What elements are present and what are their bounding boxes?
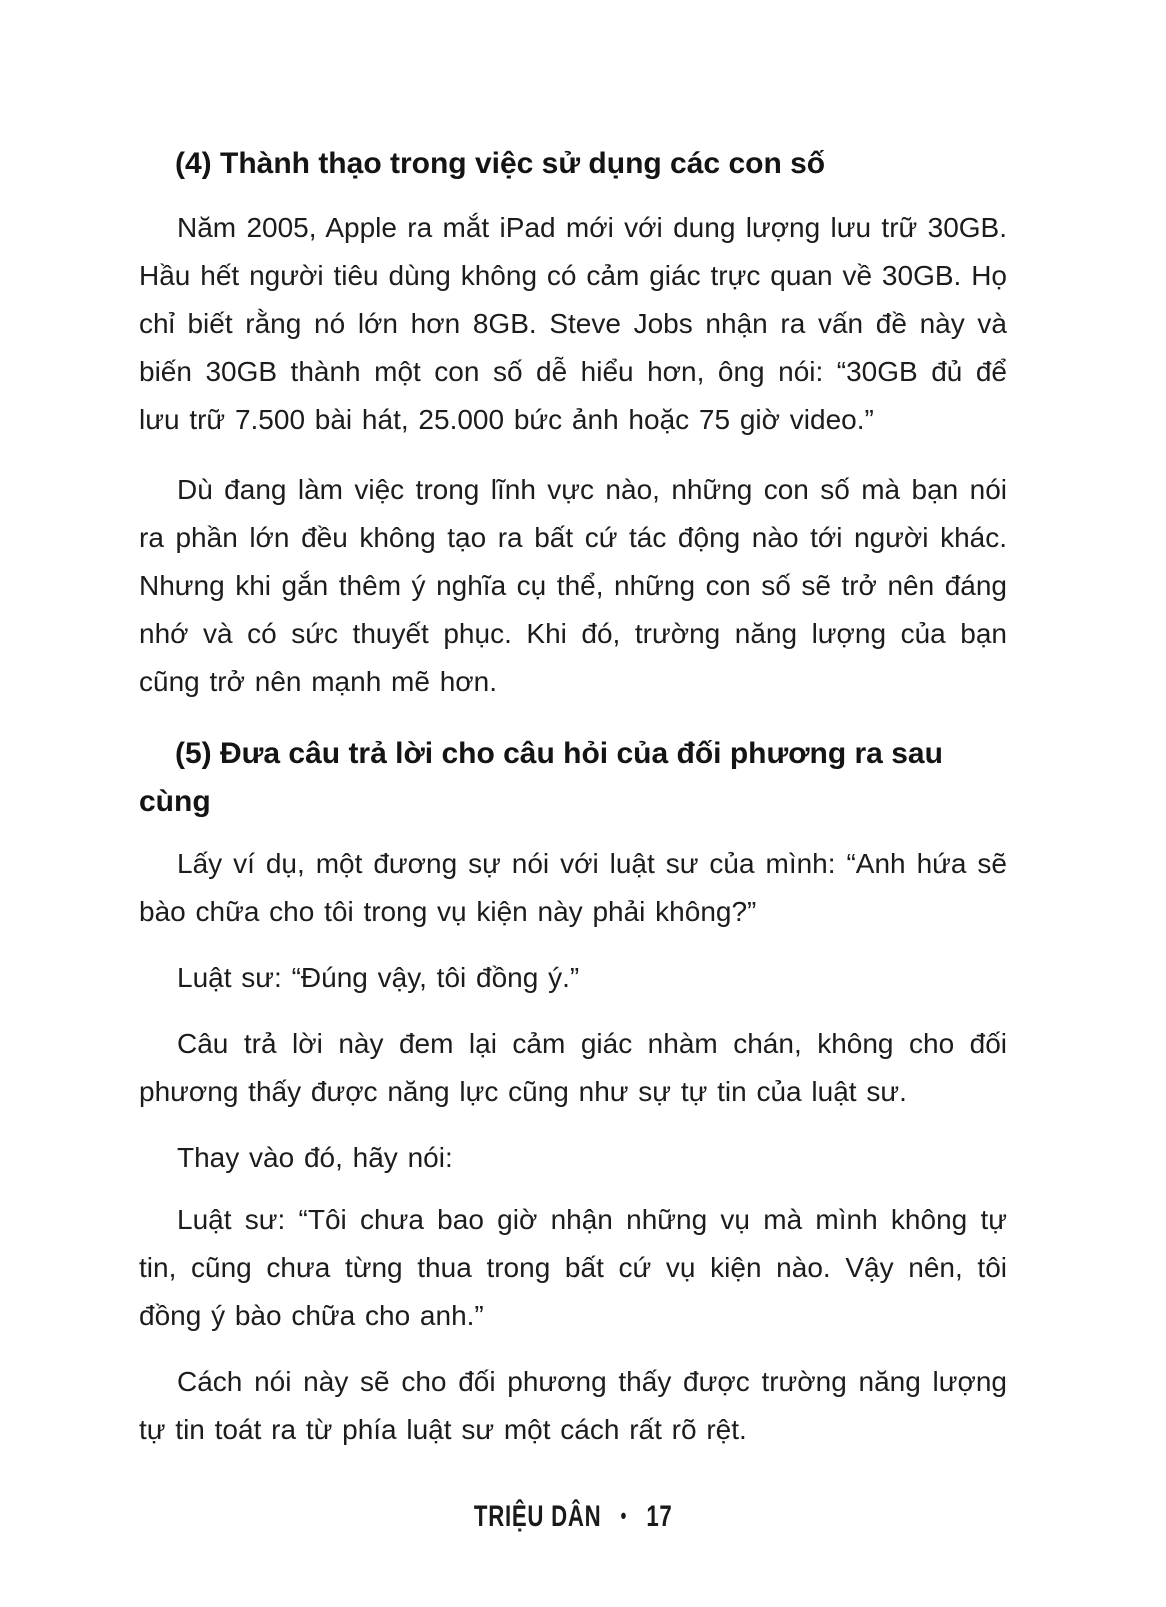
paragraph-client-question: Lấy ví dụ, một đương sự nói với luật sư của mình: “Anh hứa sẽ bào chữa cho tôi trong vụ kiện này phải không?” — [139, 848, 1007, 927]
paragraph-lawyer-confident-answer: Luật sư: “Tôi chưa bao giờ nhận những vụ mà mình không tự tin, cũng chưa từng thua trong bất cứ vụ kiện nào. Vậy nên, tôi đồng ý bào chữa cho anh.” — [139, 1204, 1007, 1331]
paragraph-apple-ipod-30gb: Năm 2005, Apple ra mắt iPad mới với dung lượng lưu trữ 30GB. Hầu hết người tiêu dùng không có cảm giác trực quan về 30GB. Họ chỉ biết rằng nó lớn hơn 8GB. Steve Jobs nhận ra vấn đề này và biến 30GB thành một con số dễ hiểu hơn, ông nói: “30GB đủ để lưu trữ 7.500 bài hát, 25.000 bức ảnh hoặc 75 giờ video.” — [139, 212, 1007, 435]
paragraph-instead-say: Thay vào đó, hãy nói: — [177, 1142, 453, 1173]
footer-text — [474, 1500, 673, 1534]
paragraph-energy-field-conclusion: Cách nói này sẽ cho đối phương thấy được trường năng lượng tự tin toát ra từ phía luật sư một cách rất rõ rệt. — [139, 1366, 1007, 1445]
footer-author: TRIỆU DÂN — [473, 1500, 602, 1533]
paragraph-numbers-meaning: Dù đang làm việc trong lĩnh vực nào, những con số mà bạn nói ra phần lớn đều không tạo ra bất cứ tác động nào tới người khác. Nhưng khi gắn thêm ý nghĩa cụ thể, những con số sẽ trở nên đáng nhớ và có sức thuyết phục. Khi đó, trường năng lượng của bạn cũng trở nên mạnh mẽ hơn. — [139, 474, 1007, 697]
section-heading-4: (4) Thành thạo trong việc sử dụng các con số — [175, 147, 826, 180]
footer-page-number: 17 — [646, 1500, 673, 1533]
section-heading-5: (5) Đưa câu trả lời cho câu hỏi của đối phương ra sau cùng — [139, 737, 943, 818]
page-footer — [139, 1500, 1007, 1534]
paragraph-lawyer-short-answer: Luật sư: “Đúng vậy, tôi đồng ý.” — [177, 962, 580, 993]
footer-separator-dot: • — [620, 1503, 627, 1528]
paragraph-boring-answer-comment: Câu trả lời này đem lại cảm giác nhàm chán, không cho đối phương thấy được năng lực cũng như sự tự tin của luật sư. — [139, 1028, 1007, 1107]
